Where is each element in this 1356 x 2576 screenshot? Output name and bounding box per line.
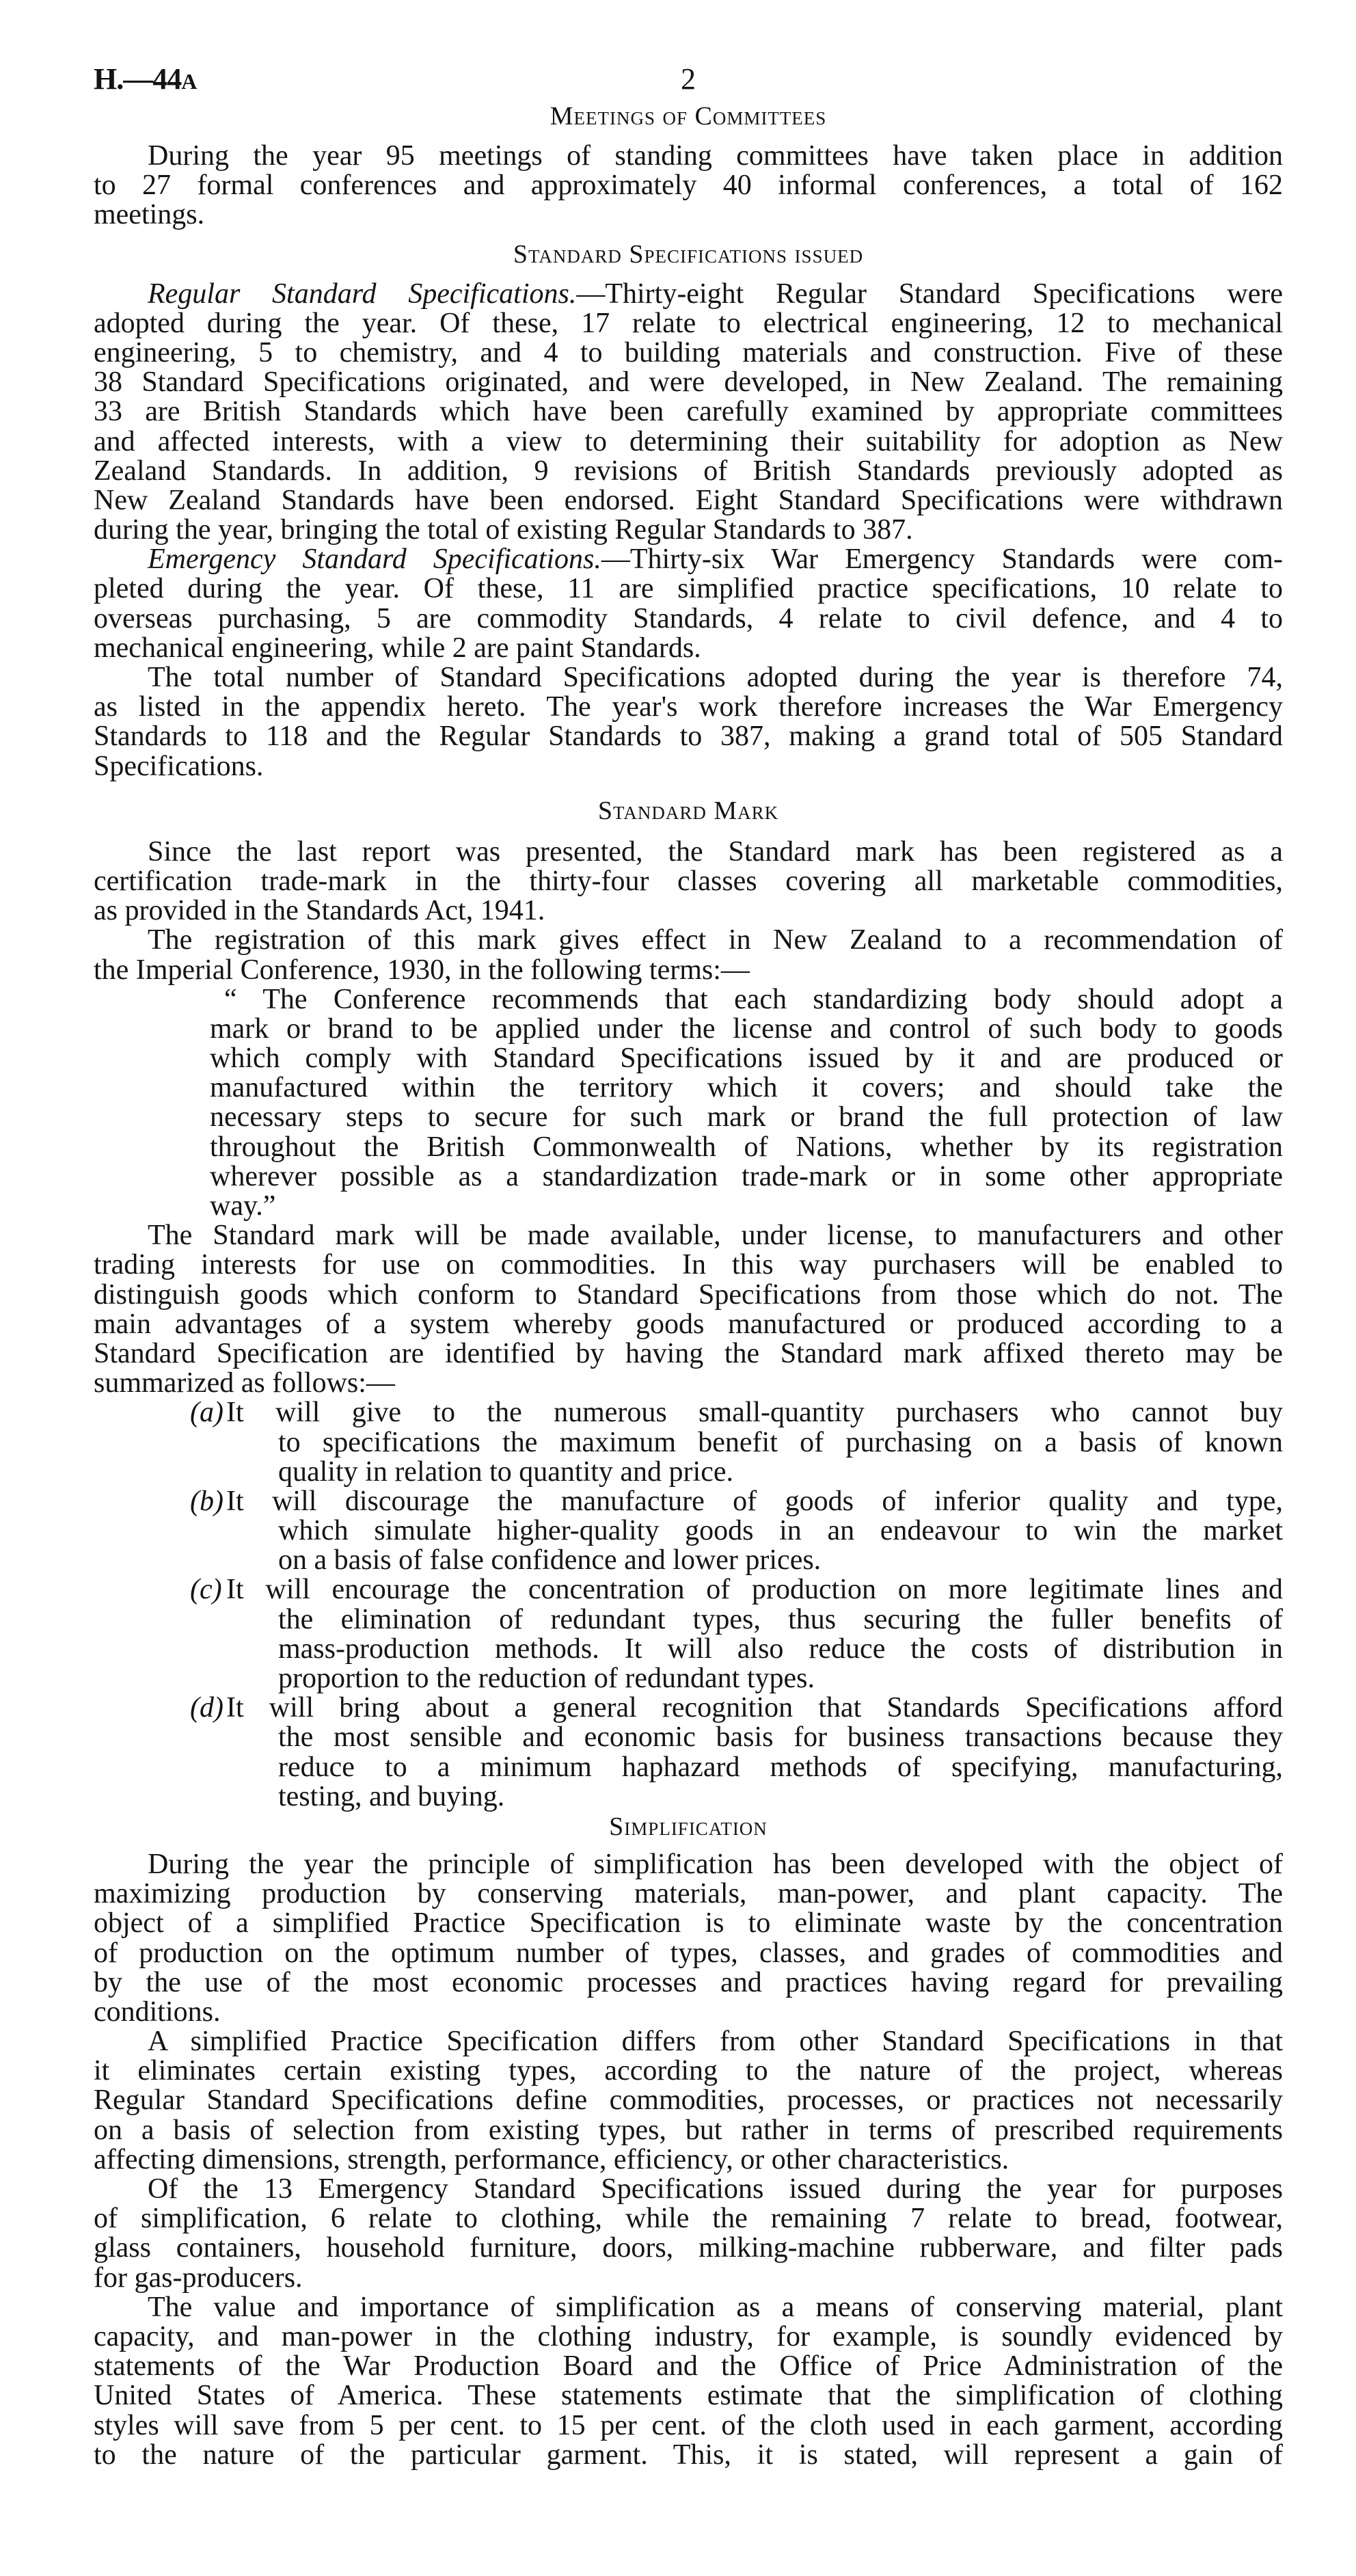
text-line: as provided in the Standards Act, 1941. xyxy=(94,895,545,927)
text-line: Standard Specification are identified by having the Standard mark affixed thereto may be xyxy=(94,1337,1283,1369)
text-line: quality in relation to quantity and price. xyxy=(278,1455,733,1488)
text-line: way.” xyxy=(210,1190,276,1222)
text-line: the Imperial Conference, 1930, in the following terms:— xyxy=(94,954,750,986)
text-line: the most sensible and economic basis for business transactions because they xyxy=(278,1721,1283,1754)
text-line: maximizing production by conserving materials, man-power, and plant capacity. The xyxy=(94,1878,1283,1910)
text-line: and affected interests, with a view to determining their suitability for adoption as New xyxy=(94,425,1283,457)
text-line: mark or brand to be applied under the license and control of such body to goods xyxy=(210,1012,1283,1045)
text-line: wherever possible as a standardization trade-mark or in some other appropriate xyxy=(210,1160,1283,1192)
block-quote xyxy=(210,985,1283,1222)
section-heading: Standard Specifications issued xyxy=(513,239,864,269)
paragraph xyxy=(94,545,1283,663)
section xyxy=(94,102,1283,230)
list-item-label: (b) xyxy=(190,1485,223,1517)
text-line: It will encourage the concentration of production on more legitimate lines and xyxy=(226,1574,1283,1606)
text-line: The registration of this mark gives effect in New Zealand to a recommendation of xyxy=(148,924,1283,956)
text-line: meetings. xyxy=(94,199,205,231)
text-line: During the year 95 meetings of standing committees have taken place in addition xyxy=(148,140,1283,172)
text-line: for gas-producers. xyxy=(94,2262,303,2294)
text-line-rest: —Thirty-eight Regular Standard Specifications were xyxy=(576,278,1283,310)
text-line-rest: —Thirty-six War Emergency Standards were com- xyxy=(601,544,1283,576)
text-line: United States of America. These statements estimate that the simplification of clothing xyxy=(94,2380,1283,2412)
text-line: on a basis of false confidence and lower prices. xyxy=(278,1544,822,1577)
text-line: distinguish goods which conform to Standard Specifications from those which do not. The xyxy=(94,1278,1283,1311)
text-line xyxy=(94,280,1283,309)
text-line: of production on the optimum number of types, classes, and grades of commodities and xyxy=(94,1937,1283,1969)
paragraph xyxy=(94,280,1283,546)
text-line: 38 Standard Specifications originated, and were developed, in New Zealand. The remaining xyxy=(94,366,1283,399)
text-line: on a basis of selection from existing types, but rather in terms of prescribed requirements xyxy=(94,2114,1283,2146)
section xyxy=(94,796,1283,1812)
section-heading: Standard Mark xyxy=(597,796,779,825)
running-header xyxy=(94,64,1283,94)
text-line: manufactured within the territory which it covers; and should take the xyxy=(210,1072,1283,1104)
text-line: reduce to a minimum haphazard methods of specifying, manufacturing, xyxy=(278,1751,1283,1783)
text-line: affecting dimensions, strength, performance, efficiency, or other characteristics. xyxy=(94,2143,1009,2175)
text-line: summarized as follows:— xyxy=(94,1367,395,1399)
text-line: 33 are British Standards which have been carefully examined by appropriate committees xyxy=(94,396,1283,428)
section xyxy=(94,1812,1283,2470)
text-line: to the nature of the particular garment. This, it is stated, will represent a gain of xyxy=(94,2439,1283,2471)
section xyxy=(94,240,1283,781)
page-content xyxy=(94,64,1283,2470)
text-line: of simplification, 6 relate to clothing, while the remaining 7 relate to bread, footwear, xyxy=(94,2203,1283,2235)
text-line: New Zealand Standards have been endorsed. Eight Standard Specifications were withdrawn xyxy=(94,484,1283,516)
text-line: Zealand Standards. In addition, 9 revisions of British Standards previously adopted as xyxy=(94,455,1283,487)
text-line: adopted during the year. Of these, 17 relate to electrical engineering, 12 to mechanical xyxy=(94,307,1283,339)
paragraph xyxy=(94,142,1283,230)
text-line: to 27 formal conferences and approximately 40 informal conferences, a total of 162 xyxy=(94,170,1283,202)
text-line: necessary steps to secure for such mark or brand the full protection of law xyxy=(210,1101,1283,1133)
text-line: The total number of Standard Specifications adopted during the year is therefore 74, xyxy=(148,662,1283,693)
text-line: During the year the principle of simplification has been developed with the object of xyxy=(148,1848,1283,1880)
text-line: mechanical engineering, while 2 are paint Standards. xyxy=(94,632,701,664)
list-item xyxy=(190,1574,1283,1694)
list-item xyxy=(190,1397,1283,1488)
text-line: by the use of the most economic processes and practices having regard for prevailing xyxy=(94,1966,1283,1998)
text-line: which comply with Standard Specifications issued by it and are produced or xyxy=(210,1043,1283,1075)
paragraph-lead-italic: Emergency Standard Specifications. xyxy=(148,544,601,576)
paragraph xyxy=(94,2027,1283,2175)
paragraph xyxy=(94,2175,1283,2293)
section-heading: Meetings of Committees xyxy=(550,102,827,131)
text-line: Of the 13 Emergency Standard Specifications issued during the year for purposes xyxy=(148,2173,1283,2205)
text-line xyxy=(94,545,1283,574)
text-line: capacity, and man-power in the clothing industry, for example, is soundly evidenced by xyxy=(94,2320,1283,2352)
text-line: Standards to 118 and the Regular Standards to 387, making a grand total of 505 Standard xyxy=(94,721,1283,753)
paragraph-lead-italic: Regular Standard Specifications. xyxy=(148,278,577,310)
text-line: styles will save from 5 per cent. to 15 per cent. of the cloth used in each garment, according xyxy=(94,2409,1283,2441)
text-line: It will bring about a general recognition that Standards Specifications afford xyxy=(226,1692,1283,1724)
text-line: object of a simplified Practice Specification is to eliminate waste by the concentration xyxy=(94,1907,1283,1940)
list-item xyxy=(190,1485,1283,1577)
text-line: the elimination of redundant types, thus securing the fuller benefits of xyxy=(278,1603,1283,1635)
paragraph xyxy=(94,2293,1283,2470)
text-line: glass containers, household furniture, doors, milking-machine rubberware, and filter pads xyxy=(94,2232,1283,2264)
text-line: testing, and buying. xyxy=(278,1780,505,1812)
text-line: which simulate higher-quality goods in an endeavour to win the market xyxy=(278,1515,1283,1547)
text-line: It will discourage the manufacture of goods of inferior quality and type, xyxy=(226,1485,1283,1517)
text-line: “ The Conference recommends that each standardizing body should adopt a xyxy=(224,983,1283,1015)
list-item-label: (d) xyxy=(190,1692,223,1724)
paragraph xyxy=(94,1850,1283,2027)
list-item xyxy=(190,1692,1283,1812)
text-line: It will give to the numerous small-quantity purchasers who cannot buy xyxy=(226,1397,1283,1429)
text-line: Specifications. xyxy=(94,750,264,782)
paragraph xyxy=(94,926,1283,984)
text-line: proportion to the reduction of redundant types. xyxy=(278,1663,815,1694)
paragraph xyxy=(94,837,1283,926)
text-line: engineering, 5 to chemistry, and 4 to building materials and construction. Five of these xyxy=(94,336,1283,368)
text-line: to specifications the maximum benefit of purchasing on a basis of known xyxy=(278,1426,1283,1458)
paragraph xyxy=(94,1221,1283,1398)
page-number: 2 xyxy=(681,62,696,96)
text-line: during the year, bringing the total of existing Regular Standards to 387. xyxy=(94,514,913,546)
text-line: statements of the War Production Board and the Office of Price Administration of the xyxy=(94,2350,1283,2383)
paragraph xyxy=(94,663,1283,781)
text-line: overseas purchasing, 5 are commodity Standards, 4 relate to civil defence, and 4 to xyxy=(94,602,1283,634)
text-line: pleted during the year. Of these, 11 are simplified practice specifications, 10 relate to xyxy=(94,573,1283,605)
text-line: as listed in the appendix hereto. The year's work therefore increases the War Emergency xyxy=(94,691,1283,723)
text-line: main advantages of a system whereby goods manufactured or produced according to a xyxy=(94,1308,1283,1340)
text-line: certification trade-mark in the thirty-four classes covering all marketable commodities, xyxy=(94,865,1283,897)
sections xyxy=(94,102,1283,2470)
text-line: A simplified Practice Specification differs from other Standard Specifications in that xyxy=(148,2026,1283,2058)
text-line: Since the last report was presented, the Standard mark has been registered as a xyxy=(148,835,1283,868)
list-item-label: (c) xyxy=(190,1574,222,1606)
text-line: mass-production methods. It will also reduce the costs of distribution in xyxy=(278,1633,1283,1665)
text-line: The Standard mark will be made available, under license, to manufacturers and other xyxy=(148,1220,1283,1252)
text-line: it eliminates certain existing types, according to the nature of the project, whereas xyxy=(94,2055,1283,2087)
text-line: throughout the British Commonwealth of Nations, whether by its registration xyxy=(210,1131,1283,1163)
section-heading: Simplification xyxy=(609,1812,768,1841)
text-line: conditions. xyxy=(94,1996,221,2028)
text-line: trading interests for use on commodities. In this way purchasers will be enabled to xyxy=(94,1249,1283,1281)
text-line: Regular Standard Specifications define commodities, processes, or practices not necessarily xyxy=(94,2084,1283,2117)
document-code-suffix: A xyxy=(181,69,197,94)
list-item-label: (a) xyxy=(190,1397,223,1429)
document-code-main: H.—44 xyxy=(94,62,182,96)
text-line: The value and importance of simplification as a means of conserving material, plant xyxy=(148,2291,1283,2323)
